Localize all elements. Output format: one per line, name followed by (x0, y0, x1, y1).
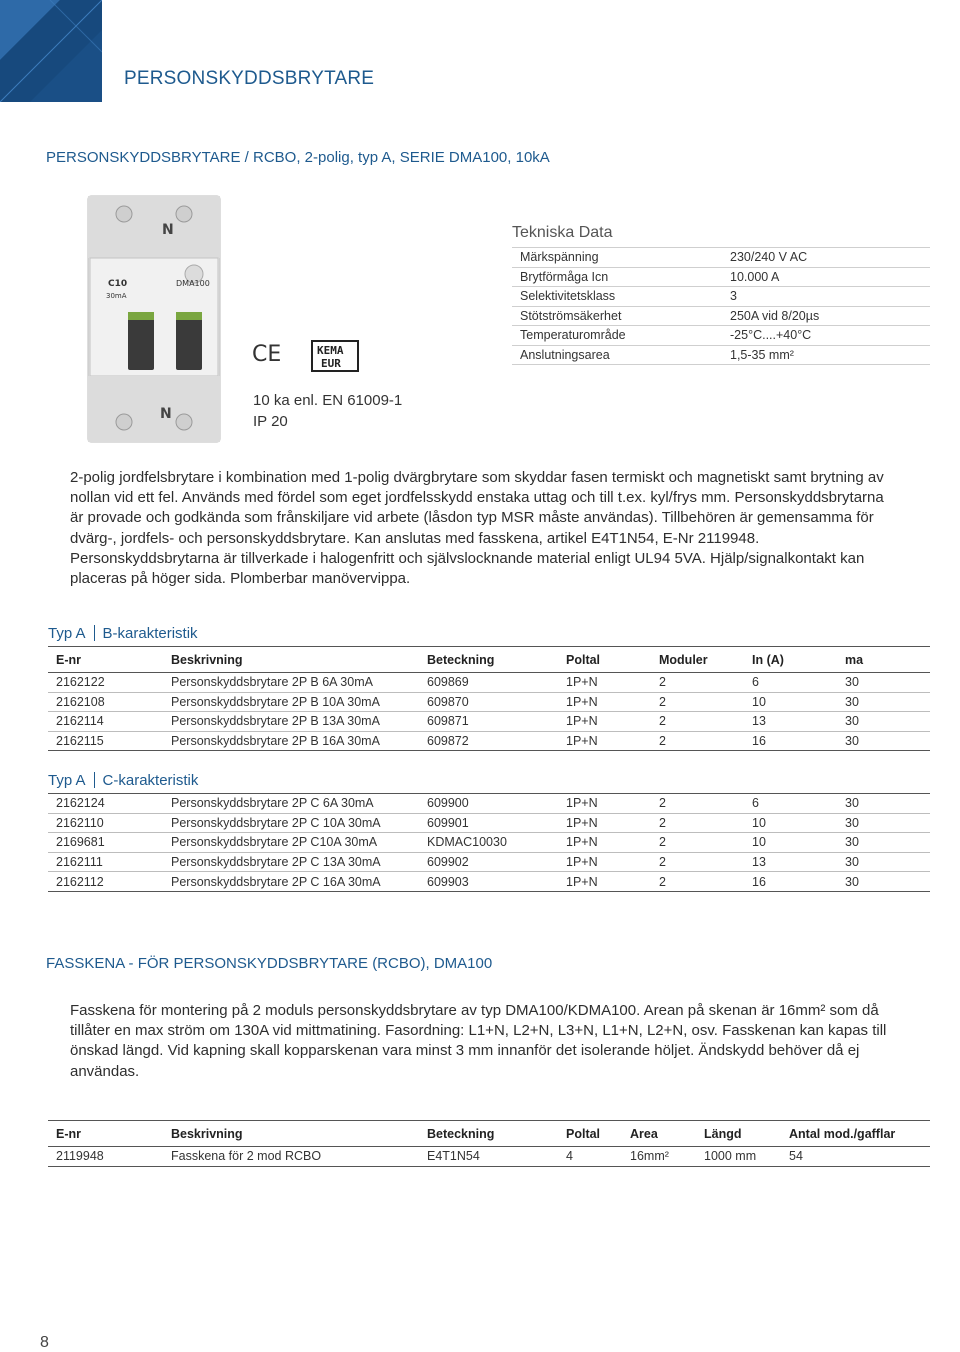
col-in: In (A) (752, 652, 784, 667)
cell: 2162110 (56, 815, 104, 830)
cell: 10 (752, 694, 766, 709)
cell: 609903 (427, 874, 469, 889)
cell: 16mm² (630, 1149, 669, 1164)
table-header-row (48, 1121, 930, 1147)
cell: 2162111 (56, 855, 103, 870)
tech-data-title: Tekniska Data (512, 224, 613, 241)
table-row (48, 731, 930, 751)
table-row (48, 1147, 930, 1167)
fasskena-title: FASSKENA - FÖR PERSONSKYDDSBRYTARE (RCBO), DMA100 (46, 955, 493, 972)
cell: 6 (752, 675, 759, 690)
cell: Personskyddsbrytare 2P C 6A 30mA (171, 796, 374, 811)
cell: 30 (845, 714, 859, 729)
table-row (48, 813, 930, 833)
cell: 2 (659, 714, 666, 729)
cell: 30 (845, 855, 859, 870)
cell: 2162124 (56, 796, 105, 811)
cell: 1P+N (566, 835, 598, 850)
cell: 2 (659, 855, 666, 870)
cell: 609870 (427, 694, 469, 709)
n-bottom-label: N (160, 406, 172, 422)
col-antal: Antal mod./gafflar (789, 1126, 896, 1141)
tech-data-panel (512, 224, 930, 365)
kema-eur-logo (311, 340, 359, 372)
col-poltal: Poltal (566, 652, 601, 667)
cell: Personskyddsbrytare 2P C 13A 30mA (171, 855, 381, 870)
cell: Personskyddsbrytare 2P B 13A 30mA (171, 714, 380, 729)
type-c-heading (48, 772, 198, 789)
tech-row (512, 306, 930, 326)
cell: 1P+N (566, 714, 598, 729)
cell: KDMAC10030 (427, 835, 507, 850)
product-description: 2-polig jordfelsbrytare i kombination med 1-polig dvärgbrytare som skyddar fasen termiskt och magnetiskt samt brytning av nollan vid ett fel. Används med fördel som eget jordfelsskydd enstaka uttag och till t.ex. kyl/frys mm. Personskyddsbrytarna är provade och godkända som frånskiljare vid arbete (låsdon typ MSR måste användas). Tillbehören är gemensamma för dvärg-, jordfels- och personskyddsbrytare. Kan anslutas med fasskena, artikel E4T1N54, E-Nr 2119948. Personskyddsbrytarna är tillverkade i halogenfritt och självslocknande material enligt UL94 5VA. Hjälp/signalkontakt kan placeras på höger sida. Plomberbar manövervippa. (70, 469, 884, 588)
cell: 30 (845, 675, 859, 690)
cell: 16 (752, 874, 766, 889)
cell: 1P+N (566, 855, 598, 870)
cell: 2 (659, 694, 666, 709)
tech-row (512, 287, 930, 307)
cell: 13 (752, 855, 766, 870)
cell: 2 (659, 835, 666, 850)
cell: 2119948 (56, 1149, 104, 1164)
rating-line-2: IP 20 (253, 413, 288, 430)
cell: 54 (789, 1149, 803, 1164)
cell: 2 (659, 734, 666, 749)
model-label: DMA100 (176, 279, 210, 288)
tech-value: 250A vid 8/20µs (730, 308, 820, 323)
table-row (48, 673, 930, 693)
cell: 1P+N (566, 796, 598, 811)
tech-row (512, 248, 930, 268)
cell: Personskyddsbrytare 2P B 16A 30mA (171, 734, 380, 749)
cell: 1P+N (566, 694, 598, 709)
col-beskrivning: Beskrivning (171, 652, 243, 667)
cell: 1000 mm (704, 1149, 757, 1164)
cell: 2162112 (56, 874, 104, 889)
col-enr: E-nr (56, 1126, 81, 1141)
cell: 2 (659, 815, 666, 830)
cell: 2 (659, 675, 666, 690)
cell: 2169681 (56, 835, 105, 850)
rcbo-device-image (84, 194, 224, 444)
rating-line-1: 10 ka enl. EN 61009-1 (253, 392, 403, 409)
tech-label: Temperaturområde (520, 328, 626, 343)
n-top-label: N (162, 222, 174, 238)
cell: 1P+N (566, 874, 598, 889)
cell: 2 (659, 874, 666, 889)
type-b-label-b: B-karakteristik (102, 625, 198, 642)
cell: 16 (752, 734, 766, 749)
type-c-label-a: Typ A (48, 772, 86, 789)
tech-label: Anslutningsarea (520, 347, 610, 362)
col-beteckning: Beteckning (427, 652, 495, 667)
tech-value: 10.000 A (730, 269, 780, 284)
cell: Personskyddsbrytare 2P B 10A 30mA (171, 694, 380, 709)
cell: Personskyddsbrytare 2P C 10A 30mA (171, 815, 381, 830)
page-header-title: PERSONSKYDDSBRYTARE (124, 68, 375, 89)
col-langd: Längd (704, 1126, 742, 1141)
ce-mark: CE (252, 342, 282, 367)
tech-label: Brytförmåga Icn (520, 269, 609, 284)
col-beskrivning: Beskrivning (171, 1126, 243, 1141)
cell: 2 (659, 796, 666, 811)
cell: 609902 (427, 855, 469, 870)
cell: 30 (845, 796, 859, 811)
type-b-heading (48, 625, 198, 642)
table-row (48, 794, 930, 814)
table-header-row (48, 647, 930, 673)
table-row (48, 833, 930, 853)
cell: Personskyddsbrytare 2P C10A 30mA (171, 835, 378, 850)
table-row (48, 852, 930, 872)
cell: 30 (845, 694, 859, 709)
cell: 2162122 (56, 675, 105, 690)
product-title: PERSONSKYDDSBRYTARE / RCBO, 2-polig, typ A, SERIE DMA100, 10kA (46, 149, 550, 166)
cell: 6 (752, 796, 759, 811)
cell: 30 (845, 874, 859, 889)
table-row (48, 872, 930, 892)
cell: 1P+N (566, 734, 598, 749)
type-b-label-a: Typ A (48, 625, 86, 642)
cell: 2162108 (56, 694, 105, 709)
fasskena-description: Fasskena för montering på 2 moduls personskyddsbrytare av typ DMA100/KDMA100. Arean på skenan är 16mm² som då tillåter en max ström om 130A vid mittmatining. Fasordning: L1+N, L2+N, L3+N, L1+N, L2+N, osv. Fasskenan kan kapas till önskad längd. Vid kapning skall kopparskenan vara minst 3 mm innanför det isolerande höljet. Ändskydd behöver då ej användas. (70, 1002, 887, 1080)
rating-label: C10 (108, 279, 128, 289)
cell: 13 (752, 714, 766, 729)
tech-label: Stötströmsäkerhet (520, 308, 622, 323)
type-c-label-b: C-karakteristik (102, 772, 199, 789)
cell: 1P+N (566, 815, 598, 830)
tech-row (512, 345, 930, 365)
ma-label: 30mA (106, 292, 127, 300)
type-b-table (48, 646, 930, 751)
cell: Fasskena för 2 mod RCBO (171, 1149, 322, 1164)
cell: Personskyddsbrytare 2P C 16A 30mA (171, 874, 381, 889)
cell: 30 (845, 815, 859, 830)
corner-decoration (0, 0, 102, 102)
col-ma: ma (845, 652, 864, 667)
cell: 1P+N (566, 675, 598, 690)
col-area: Area (630, 1126, 658, 1141)
page-number: 8 (40, 1334, 49, 1351)
cell: E4T1N54 (427, 1149, 480, 1164)
tech-value: 3 (730, 289, 737, 304)
col-enr: E-nr (56, 652, 81, 667)
tech-label: Selektivitetsklass (520, 289, 616, 304)
cell: 609872 (427, 734, 469, 749)
col-moduler: Moduler (659, 652, 708, 667)
tech-row (512, 267, 930, 287)
tech-data-table (512, 247, 930, 365)
col-poltal: Poltal (566, 1126, 601, 1141)
col-beteckning: Beteckning (427, 1126, 495, 1141)
cell: 609869 (427, 675, 469, 690)
cell: 609901 (427, 815, 469, 830)
cell: 10 (752, 835, 766, 850)
svg-text:KEMA: KEMA (317, 344, 344, 357)
cell: 30 (845, 734, 859, 749)
tech-row (512, 326, 930, 346)
tech-value: 1,5-35 mm² (730, 347, 794, 362)
tech-label: Märkspänning (520, 250, 599, 265)
cell: 10 (752, 815, 766, 830)
cell: 609871 (427, 714, 469, 729)
cell: Personskyddsbrytare 2P B 6A 30mA (171, 675, 373, 690)
tech-value: -25°C....+40°C (730, 328, 812, 343)
svg-text:EUR: EUR (321, 357, 341, 370)
cell: 30 (845, 835, 859, 850)
table-row (48, 712, 930, 732)
type-c-table (48, 793, 930, 892)
fasskena-table (48, 1120, 930, 1167)
cell: 4 (566, 1149, 573, 1164)
cell: 2162115 (56, 734, 104, 749)
tech-value: 230/240 V AC (730, 250, 808, 265)
cell: 609900 (427, 796, 469, 811)
rating-info (253, 390, 402, 432)
table-row (48, 692, 930, 712)
cell: 2162114 (56, 714, 104, 729)
